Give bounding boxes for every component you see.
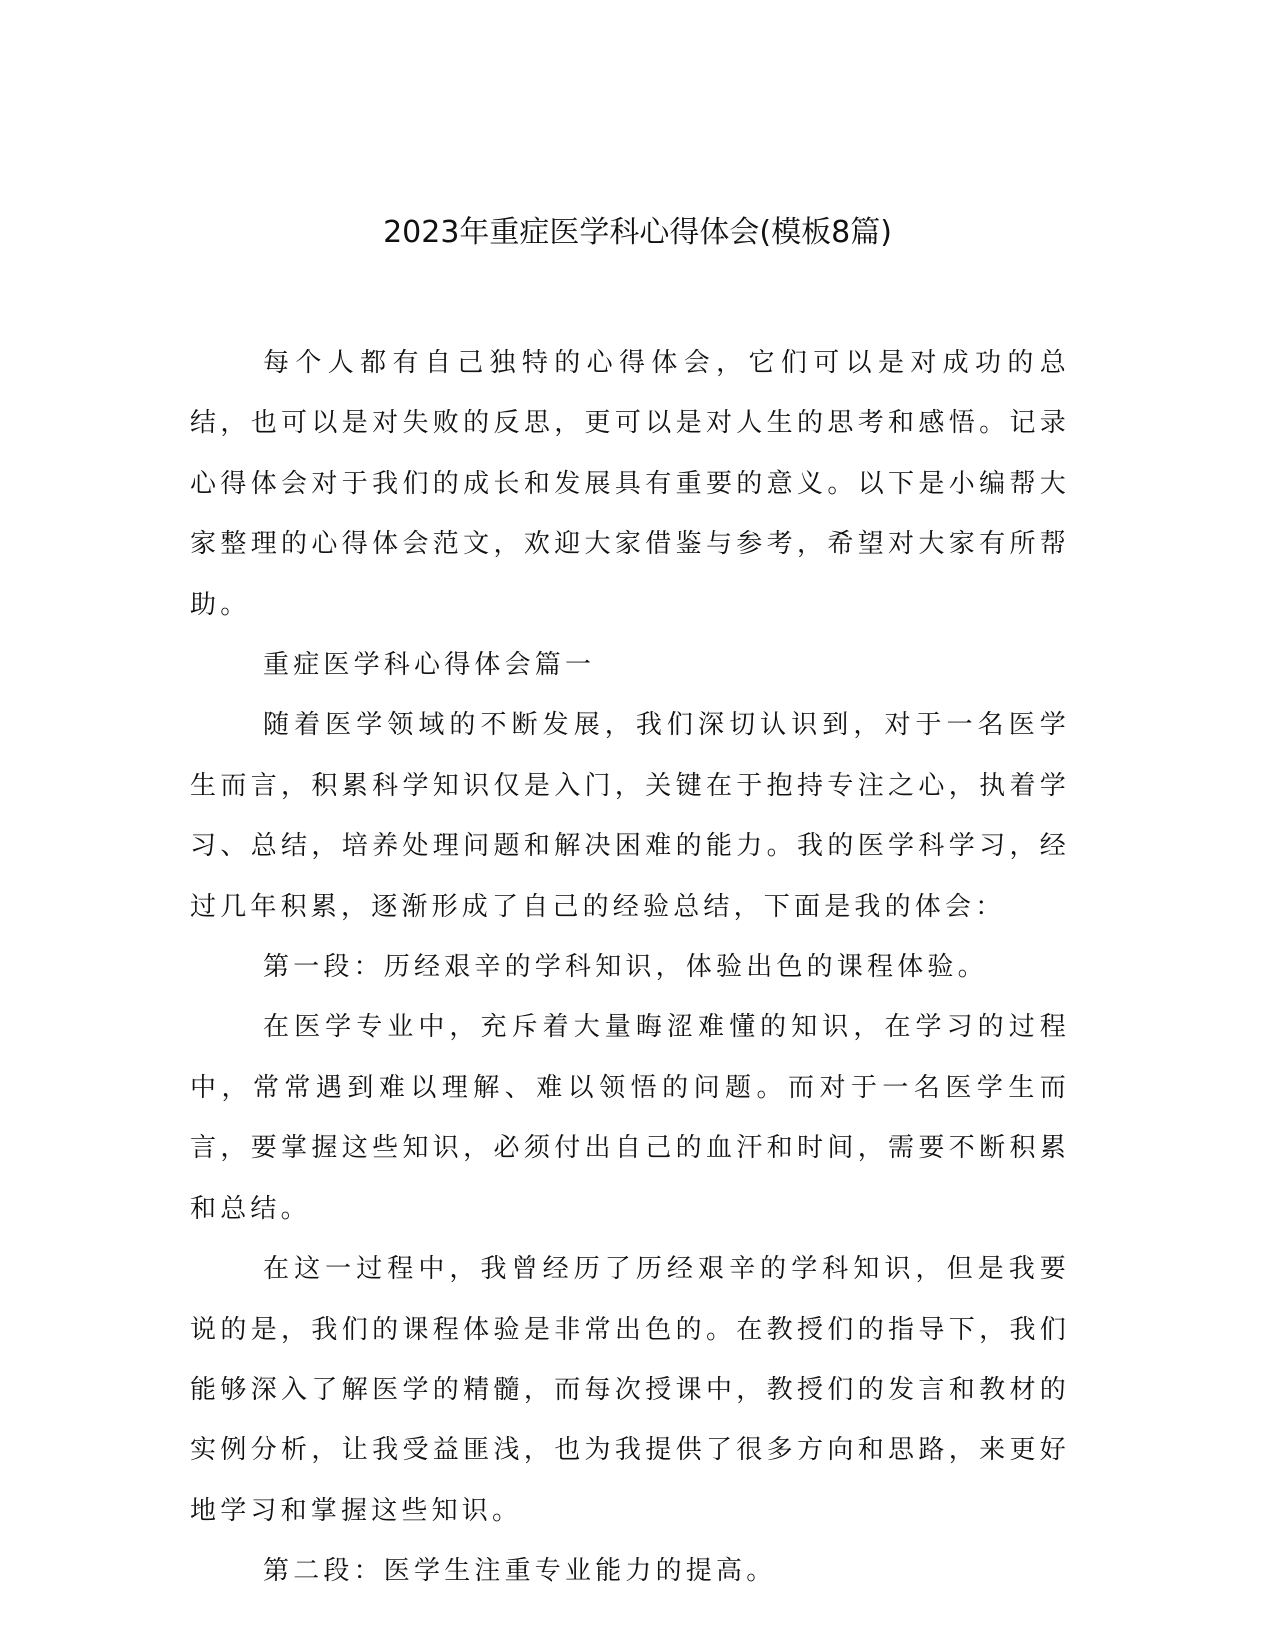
intro-paragraph: 每个人都有自己独特的心得体会，它们可以是对成功的总结，也可以是对失败的反思，更可以是对人生的思考和感悟。记录心得体会对于我们的成长和发展具有重要的意义。以下是小编帮大家整理的心得体会范文，欢迎大家借鉴与参考，希望对大家有所帮助。 bbox=[190, 348, 1070, 620]
document-title: 2023年重症医学科心得体会(模板8篇) bbox=[383, 215, 892, 250]
subsection-heading: 第一段：历经艰辛的学科知识，体验出色的课程体验。 bbox=[263, 952, 988, 983]
body-paragraph: 在这一过程中，我曾经历了历经艰辛的学科知识，但是我要说的是，我们的课程体验是非常出色的。在教授们的指导下，我们能够深入了解医学的精髓，而每次授课中，教授们的发言和教材的实例分析，让我受益匪浅，也为我提供了很多方向和思路，来更好地学习和掌握这些知识。 bbox=[190, 1254, 1070, 1526]
body-paragraph: 在医学专业中，充斥着大量晦涩难懂的知识，在学习的过程中，常常遇到难以理解、难以领悟的问题。而对于一名医学生而言，要掌握这些知识，必须付出自己的血汗和时间，需要不断积累和总结。 bbox=[190, 1012, 1070, 1224]
subsection-heading: 第二段：医学生注重专业能力的提高。 bbox=[263, 1556, 777, 1587]
document-body bbox=[190, 333, 1070, 1602]
section-heading: 重症医学科心得体会篇一 bbox=[263, 650, 596, 681]
body-paragraph: 随着医学领域的不断发展，我们深切认识到，对于一名医学生而言，积累科学知识仅是入门，关键在于抱持专注之心，执着学习、总结，培养处理问题和解决困难的能力。我的医学科学习，经过几年积累，逐渐形成了自己的经验总结，下面是我的体会： bbox=[190, 710, 1070, 922]
